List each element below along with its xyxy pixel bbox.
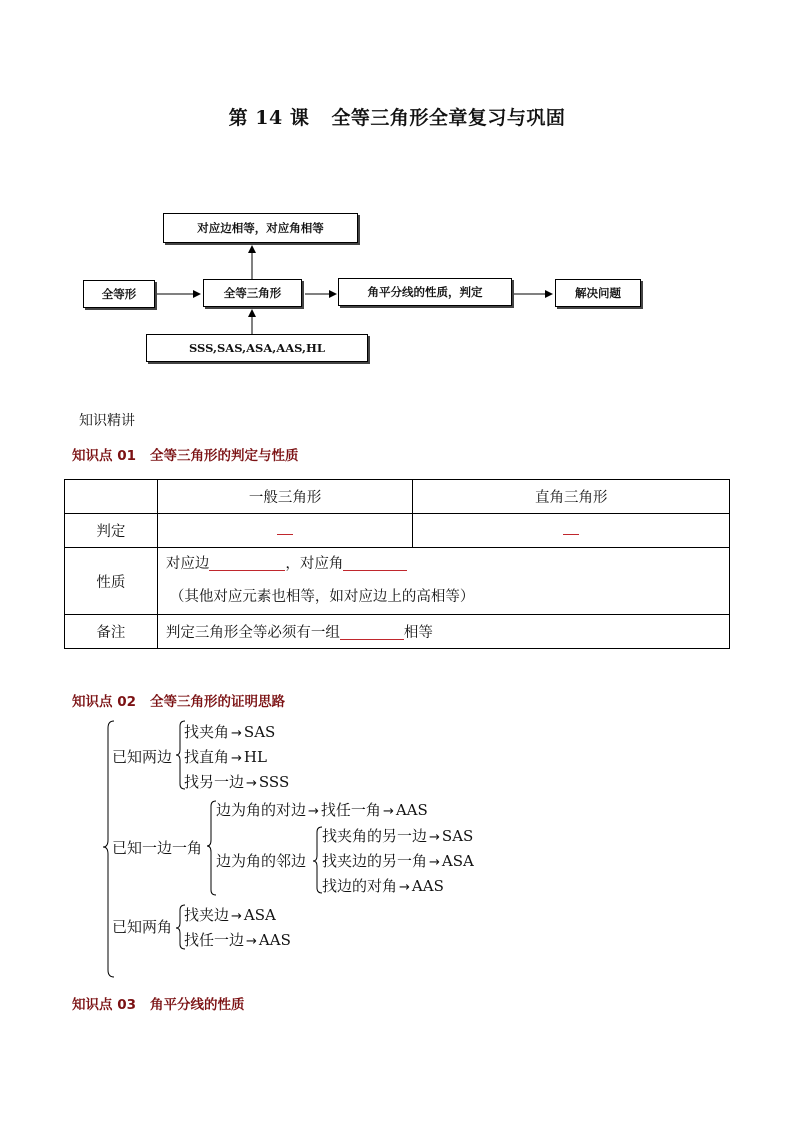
- brace-adjacent: [313, 827, 322, 893]
- node-b3: 找另一边 → SSS: [184, 773, 290, 791]
- header-general-triangle: 一般三角形: [157, 480, 413, 514]
- row-label-note: 备注: [65, 615, 158, 649]
- flow-box-congruent-figure: 全等形: [83, 280, 155, 308]
- node-adjacent: 边为角的邻边: [216, 852, 307, 870]
- section-heading: 知识精讲: [79, 413, 135, 429]
- row-label-judge: 判定: [65, 514, 158, 548]
- node-d2: 找任一边 → AAS: [184, 931, 291, 949]
- node-d1: 找夹边 → ASA: [184, 906, 276, 924]
- node-two-angles: 已知两角: [112, 918, 173, 936]
- node-c3: 找边的对角 → AAS: [322, 877, 444, 895]
- kp3-heading: 知识点 03 角平分线的性质: [72, 997, 245, 1013]
- node-side-angle: 已知一边一角: [112, 839, 203, 857]
- node-two-sides: 已知两边: [112, 748, 173, 766]
- note-content: 判定三角形全等必须有一组 相等: [157, 615, 729, 649]
- flow-box-congruent-triangle: 全等三角形: [203, 279, 302, 307]
- flow-box-angle-bisector: 角平分线的性质，判定: [338, 278, 512, 306]
- node-b2: 找直角 → HL: [184, 748, 267, 766]
- row-label-property: 性质: [65, 548, 158, 615]
- header-right-triangle: 直角三角形: [413, 480, 730, 514]
- node-c1: 找夹角的另一边 → SAS: [322, 827, 474, 845]
- flow-box-solve-problems: 解决问题: [555, 279, 641, 307]
- kp1-heading: 知识点 01 全等三角形的判定与性质: [72, 448, 299, 464]
- flow-box-properties: 对应边相等，对应角相等: [163, 213, 358, 243]
- flow-box-criteria: SSS,SAS,ASA,AAS,HL: [146, 334, 368, 362]
- node-opposite: 边为角的对边 → 找任一角 → AAS: [216, 801, 428, 819]
- property-content: 对应边 ，对应角 （其他对应元素也相等，如对应边上的高相等）: [157, 548, 729, 615]
- property-note: （其他对应元素也相等，如对应边上的高相等）: [169, 589, 475, 605]
- lesson-title: 全等三角形全章复习与巩固: [331, 107, 566, 129]
- brace-side-angle: [207, 801, 216, 895]
- node-b1: 找夹角 → SAS: [184, 723, 276, 741]
- kp2-heading: 知识点 02 全等三角形的证明思路: [72, 694, 285, 710]
- node-c2: 找夹边的另一角 → ASA: [322, 852, 474, 870]
- lesson-number: 第 14 课: [228, 107, 310, 129]
